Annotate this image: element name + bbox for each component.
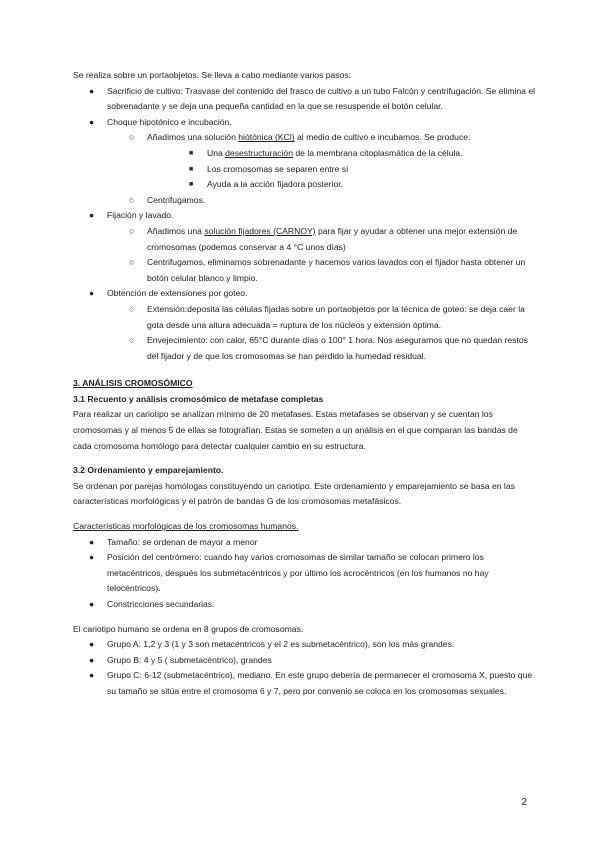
bullet-icon: ● xyxy=(89,536,95,547)
subsection-heading: 3.1 Recuento y análisis cromosómico de metafase completas xyxy=(73,393,324,404)
bullet-icon: ● xyxy=(89,670,95,681)
morphology-list xyxy=(73,535,535,613)
paragraph: Para realizar un cariotipo se analizan mínimo de 20 metafases. Estas metafases se observan y se cuentan los cromosomas y al menos 5 de ellas se fotografían. Estas se someten a un análisis en el que comparan las bandas de cada cromosoma homólogo para detectar cualquier cambio en su estructura. xyxy=(73,409,518,451)
list-item: ■ Los cromosomas se separen entre sí xyxy=(73,162,535,178)
list-item: ○ Envejecimiento: con calor, 65°C durante días o 100° 1 hora. Nos aseguramos que no quedan restos del fijador y de que los cromosomas se han perdido la humedad residual. xyxy=(129,335,528,361)
list-item: ● Constricciones secundarias. xyxy=(73,597,535,613)
list-item: ○ Centrifugamos. xyxy=(73,193,535,209)
bullet-icon: ● xyxy=(89,599,95,609)
list-item: ● Grupo C: 6-12 (submetacéntrico), mediano. En este grupo debería de permanecer el cromosoma X, puesto que su tamaño se sitúa entre el cromosoma 6 y 7, pero por convenio se coloca en los cromosomas sexuales. xyxy=(89,670,533,696)
bullet-icon: ● xyxy=(89,288,95,299)
list-item: ■ Ayuda a la acción fijadora posterior. xyxy=(73,177,535,193)
list-item: ○ Añadimos una solución fijadores (CARNOY) para fijar y ayudar a obtener una mejor extensión de cromosomas (podemos conservar a 4 °C unos días) xyxy=(129,225,518,252)
square-bullet-icon: ■ xyxy=(189,181,194,189)
bullet-icon: ● xyxy=(89,639,95,650)
steps-list xyxy=(73,84,535,365)
paragraph: El cariotipo humano se ordena en 8 grupos de cromosomas. xyxy=(73,623,304,634)
list-item: ● Grupo A: 1,2 y 3 (1 y 3 son metacéntricos y el 2 es submetacéntrico), son los más grandes. xyxy=(73,637,535,653)
intro-paragraph: Se realiza sobre un portaobjetos. Se lleva a cabo mediante varios pasos: xyxy=(73,70,352,80)
list-item: ○ Añadimos una solución hiótónica (KCl) al medio de cultivo e incubamos. Se produce: xyxy=(73,130,535,146)
list-item: ■ Una desestructuración de la membrana citoplasmática de la célula. xyxy=(73,146,535,162)
page-content xyxy=(73,68,535,700)
bullet-icon: ● xyxy=(89,552,95,563)
list-item: ○ Centrifugamos, eliminamos sobrenadante y hacemos varios lavados con el fijador hasta obtener un botón celular blanco y limpio. xyxy=(129,257,526,283)
bullet-icon: ● xyxy=(89,116,95,127)
bullet-icon: ● xyxy=(89,654,95,665)
bullet-icon: ● xyxy=(89,210,95,221)
square-bullet-icon: ■ xyxy=(189,165,194,173)
bullet-icon: ● xyxy=(89,85,95,96)
list-item: ● Posición del centrómero: cuando hay varios cromosomas de similar tamaño se colocan primero los metacéntricos, después los submetacéntricos y por último los acrocéntricos (en los humanos no hay telocéntricos). xyxy=(89,552,489,594)
circle-bullet-icon: ○ xyxy=(129,303,135,314)
list-item: ○ Extensión:deposita las células fijadas sobre un portaobjetos por la técnica de goteo: se deja caer la gota desde una altura adecuada = ruptura de los núcleos y extensión óptima. xyxy=(129,303,525,330)
section-heading: 3. ANÁLISIS CROMOSÓMICO xyxy=(73,378,193,389)
list-item: ● Choque hipotónico e incubación. xyxy=(73,115,535,131)
circle-bullet-icon: ○ xyxy=(129,335,135,346)
subsection-heading: 3.2 Ordenamiento y emparejamiento. xyxy=(73,465,224,476)
circle-bullet-icon: ○ xyxy=(129,257,135,268)
square-bullet-icon: ■ xyxy=(189,149,194,157)
paragraph: Se ordenan por parejas homólogas constituyendo un cariotipo. Este ordenamiento y emparejamiento se basa en las características morfológicas y el patrón de bandas G de los cromosomas metafásicos. xyxy=(73,480,515,507)
list-item: ● Sacrificio de cultivo: Trasvase del contenido del frasco de cultivo a un tubo Falcón y centrifugación. Se elimina el sobrenadante y se deja una pequeña cantidad en la que se resuspende el botón celular. xyxy=(89,85,536,112)
circle-bullet-icon: ○ xyxy=(129,132,135,143)
list-item: ● Grupo B: 4 y 5 ( submetacéntrico), grandes xyxy=(73,653,535,669)
list-item: ● Tamaño: se ordenan de mayor a menor xyxy=(73,535,535,551)
groups-list xyxy=(73,637,535,699)
list-item: ● Fijación y lavado. xyxy=(73,208,535,224)
list-item: ● Obtención de extensiones por goteo. xyxy=(73,286,535,302)
page-number: 2 xyxy=(521,797,527,808)
circle-bullet-icon: ○ xyxy=(129,194,135,205)
circle-bullet-icon: ○ xyxy=(129,225,135,236)
morphology-heading: Características morfológicas de los cromosomas humanos. xyxy=(73,521,299,532)
